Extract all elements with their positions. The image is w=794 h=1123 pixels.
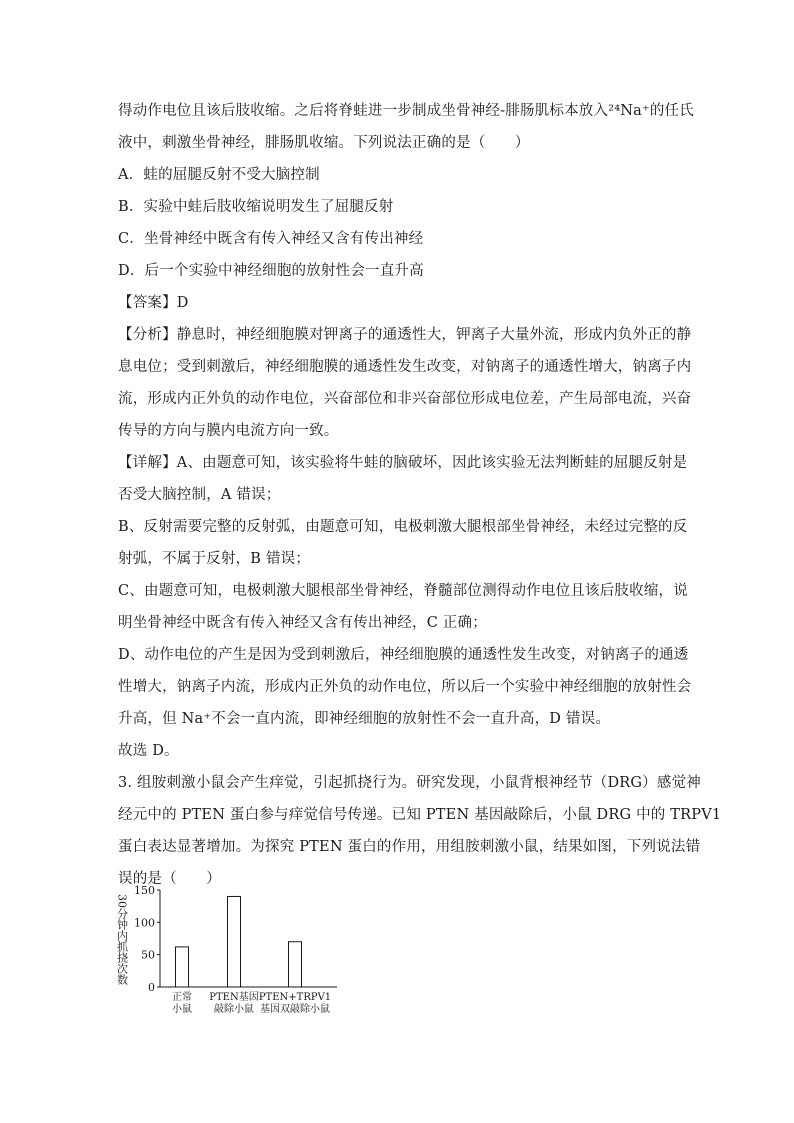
detail-line: 射弧，不属于反射，B 错误；: [118, 551, 311, 567]
analysis-line: 传导的方向与膜内电流方向一致。: [118, 423, 339, 439]
detail-line: 否受大脑控制，A 错误；: [118, 487, 281, 503]
y-axis-label: 30分钟内抓挠次数: [115, 894, 129, 985]
option-b: B．实验中蛙后肢收缩说明发生了屈腿反射: [118, 199, 394, 215]
detail-line: 明坐骨神经中既含有传入神经又含有传出神经，C 正确；: [118, 615, 487, 631]
bar: [289, 942, 302, 987]
option-d: D．后一个实验中神经细胞的放射性会一直升高: [118, 263, 424, 279]
analysis-line: 【分析】静息时，神经细胞膜对钾离子的通透性大，钾离子大量外流，形成内负外正的静: [118, 327, 692, 343]
conclusion: 故选 D。: [118, 743, 179, 759]
detail-line: C、由题意可知，电极刺激大腿根部坐骨神经，脊髓部位测得动作电位且该后肢收缩，说: [118, 583, 688, 599]
option-c: C．坐骨神经中既含有传入神经又含有传出神经: [118, 231, 424, 247]
y-tick-label: 150: [134, 884, 155, 897]
answer: 【答案】D: [118, 295, 189, 311]
y-tick-label: 50: [141, 948, 155, 962]
detail-line: 【详解】A、由题意可知，该实验将牛蛙的脑破坏，因此该实验无法判断蛙的屈腿反射是: [118, 455, 688, 471]
analysis-line: 流，形成内正外负的动作电位，兴奋部位和非兴奋部位形成电位差，产生局部电流，兴奋: [118, 391, 692, 407]
analysis-line: 息电位；受到刺激后，神经细胞膜的通透性发生改变，对钠离子的通透性增大，钠离子内: [118, 359, 692, 375]
isotope-label: ²⁴Na⁺的任氏: [608, 103, 694, 119]
detail-line: 性增大，钠离子内流，形成内正外负的动作电位，所以后一个实验中神经细胞的放射性会: [118, 679, 692, 695]
bar: [176, 947, 189, 987]
text-line: 得动作电位且该后肢收缩。之后将脊蛙进一步制成坐骨神经-腓肠肌标本放入²⁴Na⁺的任氏: [118, 103, 694, 119]
y-tick-label: 100: [134, 916, 155, 930]
question-line: 蛋白表达显著增加。为探究 PTEN 蛋白的作用，用组胺刺激小鼠，结果如图，下列说法错: [118, 839, 701, 855]
detail-line: 升高，但 Na⁺不会一直内流，即神经细胞的放射性不会一直升高，D 错误。: [118, 711, 611, 727]
detail-line: B、反射需要完整的反射弧，由题意可知，电极刺激大腿根部坐骨神经，未经过完整的反: [118, 519, 688, 535]
x-tick-label: 正常: [172, 992, 192, 1003]
x-tick-label: 小鼠: [172, 1004, 192, 1015]
question-line: 经元中的 PTEN 蛋白参与痒觉信号传递。已知 PTEN 基因敲除后，小鼠 DRG 中的 TRPV1: [118, 807, 722, 823]
bar-chart: [112, 880, 342, 1020]
option-a: A．蛙的屈腿反射不受大脑控制: [118, 167, 320, 183]
question-line: 3. 组胺刺激小鼠会产生痒觉，引起抓挠行为。研究发现，小鼠背根神经节（DRG）感觉神: [118, 775, 701, 791]
x-tick-label: PTEN基因: [209, 992, 259, 1003]
x-tick-label: 基因双敲除小鼠: [260, 1004, 330, 1015]
detail-line: D、动作电位的产生是因为受到刺激后，神经细胞膜的通透性发生改变，对钠离子的通透: [118, 647, 689, 663]
text-line: 液中，刺激坐骨神经，腓肠肌收缩。下列说法正确的是（ ）: [118, 135, 530, 151]
question-line: 误的是（ ）: [118, 871, 221, 887]
chart-svg: [112, 880, 342, 1020]
x-tick-label: 敲除小鼠: [214, 1004, 254, 1015]
bar: [228, 896, 241, 987]
y-tick-label: 0: [148, 981, 155, 994]
x-tick-label: PTEN+TRPV1: [258, 992, 332, 1003]
